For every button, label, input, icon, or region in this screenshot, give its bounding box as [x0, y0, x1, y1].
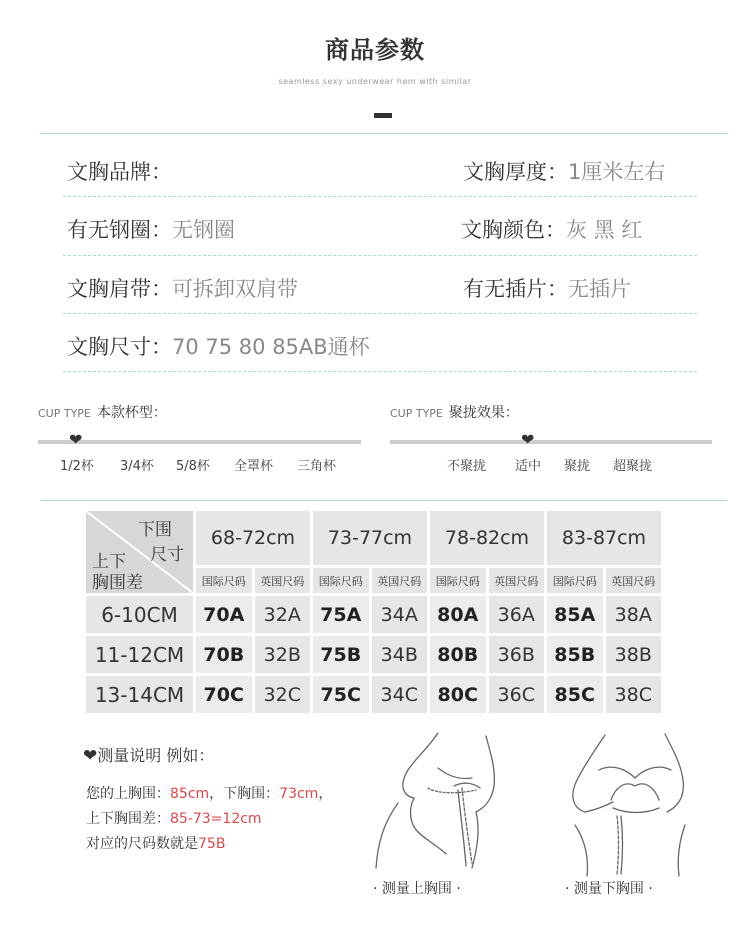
size-cell: 75C — [313, 676, 369, 713]
prop-strap — [67, 273, 298, 303]
section-divider — [41, 133, 727, 134]
prop-thickness-label: 文胸厚度： — [463, 160, 568, 184]
size-cell: 32C — [255, 676, 311, 713]
row-diff: 11-12CM — [86, 636, 193, 673]
size-cell: 34C — [372, 676, 428, 713]
corner-label-diff: 胸围差 — [92, 573, 143, 593]
size-cell: 85C — [547, 676, 603, 713]
table-row — [86, 596, 661, 633]
prop-size-value: 70 75 80 85AB通杯 — [172, 335, 370, 359]
prop-wire-label: 有无钢圈： — [67, 218, 172, 242]
size-cell: 80A — [430, 596, 486, 633]
table-row — [86, 676, 661, 713]
prop-size-label: 文胸尺寸： — [67, 335, 172, 359]
cup-shape-prefix: CUP TYPE — [38, 407, 91, 420]
size-cell: 38C — [606, 676, 662, 713]
caption-upper-bust: · 测量上胸围 · — [373, 881, 461, 897]
prop-color-label: 文胸颜色： — [461, 218, 566, 242]
sub-header-intl: 国际尺码 — [313, 568, 369, 593]
heart-icon: ❤ — [83, 746, 98, 766]
cup-shape-option: 3/4杯 — [120, 459, 154, 474]
sub-header-uk: 英国尺码 — [255, 568, 311, 593]
measure-line-2 — [86, 808, 262, 828]
prop-thickness-value: 1厘米左右 — [568, 160, 666, 184]
measure-line-1 — [86, 783, 332, 803]
cup-shape-option: 全罩杯 — [234, 459, 274, 474]
prop-size — [67, 331, 370, 361]
size-cell: 32B — [255, 636, 311, 673]
title-divider — [374, 113, 392, 118]
caption-under-bust: · 测量下胸围 · — [565, 881, 653, 897]
push-up-option: 不聚拢 — [447, 459, 487, 474]
size-cell: 80B — [430, 636, 486, 673]
size-cell: 38B — [606, 636, 662, 673]
prop-wire — [67, 214, 235, 244]
cup-shape-option: 1/2杯 — [60, 459, 94, 474]
band-header: 68-72cm — [196, 511, 310, 565]
prop-strap-label: 文胸肩带： — [67, 277, 172, 301]
measure-diff-value: 85-73=12cm — [170, 811, 262, 827]
push-up-option: 适中 — [515, 459, 542, 474]
cup-shape-heart-icon: ❤ — [69, 430, 83, 449]
corner-label-size: 尺寸 — [150, 545, 184, 565]
size-cell: 38A — [606, 596, 662, 633]
cup-shape-label: 本款杯型： — [96, 405, 167, 421]
push-up-heading — [390, 402, 519, 422]
measure-text: 您的上胸围： — [86, 786, 170, 802]
prop-insert-value: 无插片 — [568, 277, 631, 301]
push-up-track — [390, 440, 712, 444]
prop-brand — [67, 156, 172, 186]
row-divider — [63, 196, 697, 197]
under-bust-illustration — [555, 730, 715, 878]
size-cell: 75B — [313, 636, 369, 673]
page-title: 商品参数 — [325, 36, 425, 64]
corner-label-bottom-band: 下围 — [138, 520, 172, 540]
push-up-label: 聚拢效果： — [448, 405, 519, 421]
size-cell: 34B — [372, 636, 428, 673]
size-cell: 70A — [196, 596, 252, 633]
corner-label-updown: 上下 — [92, 552, 126, 572]
size-cell: 36C — [489, 676, 545, 713]
prop-insert — [463, 273, 631, 303]
sub-header-uk: 英国尺码 — [489, 568, 545, 593]
section-divider — [41, 500, 727, 501]
row-divider — [63, 313, 697, 314]
size-cell: 36B — [489, 636, 545, 673]
row-diff: 6-10CM — [86, 596, 193, 633]
size-table-wrap — [83, 508, 664, 716]
push-up-option: 聚拢 — [564, 459, 591, 474]
prop-wire-value: 无钢圈 — [172, 218, 235, 242]
size-cell: 32A — [255, 596, 311, 633]
push-up-option: 超聚拢 — [613, 459, 653, 474]
row-diff: 13-14CM — [86, 676, 193, 713]
push-up-prefix: CUP TYPE — [390, 407, 443, 420]
size-cell: 70C — [196, 676, 252, 713]
sub-header-intl: 国际尺码 — [196, 568, 252, 593]
size-cell: 80C — [430, 676, 486, 713]
size-cell: 70B — [196, 636, 252, 673]
push-up-heart-icon: ❤ — [521, 430, 535, 449]
table-row — [86, 636, 661, 673]
cup-shape-track — [38, 440, 361, 444]
prop-brand-label: 文胸品牌： — [67, 160, 172, 184]
measure-text: ，下胸围： — [209, 786, 280, 802]
size-cell: 85A — [547, 596, 603, 633]
sub-header-intl: 国际尺码 — [547, 568, 603, 593]
prop-insert-label: 有无插片： — [463, 277, 568, 301]
size-table-header-row — [86, 511, 661, 565]
measure-text: 上下胸围差： — [86, 811, 170, 827]
prop-color — [461, 214, 642, 244]
measure-lower-value: 73cm — [279, 786, 319, 802]
prop-strap-value: 可拆卸双肩带 — [172, 277, 298, 301]
upper-bust-illustration — [368, 728, 528, 878]
size-cell: 85B — [547, 636, 603, 673]
measure-upper-value: 85cm — [170, 786, 210, 802]
cup-shape-option: 5/8杯 — [176, 459, 210, 474]
size-table-corner — [86, 511, 193, 593]
page-subtitle: seamless sexy underwear hem with similar — [278, 77, 472, 86]
measure-text: 对应的尺码数就是 — [86, 836, 198, 852]
band-header: 83-87cm — [547, 511, 661, 565]
sub-header-intl: 国际尺码 — [430, 568, 486, 593]
cup-shape-option: 三角杯 — [297, 459, 337, 474]
band-header: 78-82cm — [430, 511, 544, 565]
band-header: 73-77cm — [313, 511, 427, 565]
measure-result-value: 75B — [198, 836, 226, 852]
row-divider — [63, 371, 697, 372]
prop-thickness — [463, 156, 665, 186]
row-divider — [63, 255, 697, 256]
sub-header-uk: 英国尺码 — [372, 568, 428, 593]
measure-title: 测量说明 例如： — [97, 746, 215, 765]
size-cell: 75A — [313, 596, 369, 633]
size-cell: 36A — [489, 596, 545, 633]
prop-color-value: 灰 黑 红 — [566, 218, 643, 242]
measure-heading — [83, 743, 214, 766]
size-table — [83, 508, 664, 716]
measure-line-3 — [86, 833, 225, 853]
sub-header-uk: 英国尺码 — [606, 568, 662, 593]
cup-shape-heading — [38, 402, 167, 422]
measure-text: ， — [318, 786, 333, 802]
size-cell: 34A — [372, 596, 428, 633]
